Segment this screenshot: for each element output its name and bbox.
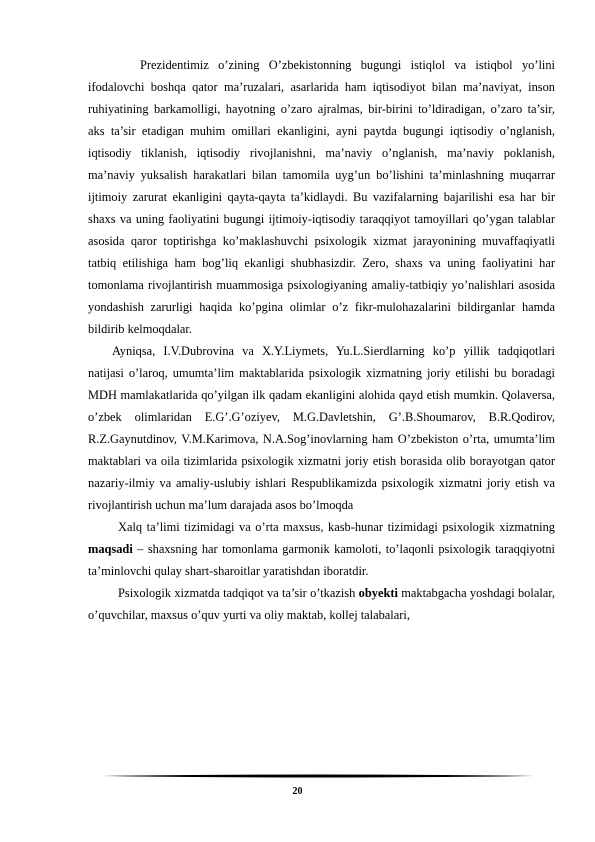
- paragraph-1: Prezidentimiz o’zining O’zbekistonning bugungi istiqlol va istiqbol yo’lini ifodalovchi boshqa qator ma’ruzalari, asarlarida ham iqtisodiyot bilan ma’naviyat, inson ruhiyatining barkamolligi, hayotning o’zaro ajralmas, bir-birini to’ldiradigan, o’zaro ta’sir, aks ta’sir etadigan muhim omillari ekanligini, ayni paytda bugungi iqtisodiy o’nglanish, iqtisodiy tiklanish, iqtisodiy rivojlanishni, ma’naviy o’nglanish, ma’naviy poklanish, ma’naviy yuksalish harakatlari bilan tamomila uyg’un bo’lishini ta’minlashning muqarrar ijtimoiy zarurat ekanligini qayta-qayta ta’kidlaydi. Bu vazifalarning bajarilishi esa har bir shaxs va uning faoliyatini bugungi ijtimoiy-iqtisodiy taraqqiyot tamoyillari qo’ygan talablar asosida qaror toptirishga ko’maklashuvchi psixologik xizmat jarayonining muvaffaqiyatli tatbiq etilishiga ham bog’liq ekanligi shubhasizdir. Zero, shaxs va uning faoliyatini har tomonlama rivojlantirish muammosiga psixologiyaning amaliy-tatbiqiy yo’nalishlari asosida yondashish zarurligi haqida ko’pgina olimlar o’z fikr-mulohazalarini bildirganlar hamda bildirib kelmoqdalar.: [88, 58, 555, 336]
- paragraph-4-bold-term: obyekti: [358, 586, 398, 600]
- body-text: [88, 54, 555, 626]
- paragraph-3-start: Xalq ta’limi tizimidagi va o’rta maxsus, kasb-hunar tizimidagi psixologik xizmatning: [118, 520, 555, 534]
- page-number: 20: [292, 786, 303, 797]
- paragraph-3-bold-term: maqsadi: [88, 542, 133, 556]
- paragraph-4-end: maktabgacha yoshdagi bolalar, o’quvchilar, maxsus o’quv yurti va oliy maktab, kollej talabalari,: [88, 586, 555, 622]
- paragraph-3-end: – shaxsning har tomonlama garmonik kamoloti, to’laqonli psixologik taraqqiyotni ta’minlovchi qulay shart-sharoitlar yaratishdan iboratdir.: [88, 542, 555, 578]
- paragraph-4: [88, 582, 555, 626]
- paragraph-2: Ayniqsa, I.V.Dubrovina va X.Y.Liymets, Yu.L.Sierdlarning ko’p yillik tadqiqotlari natijasi o’laroq, umumta’lim maktablarida psixologik xizmatning joriy etilishi bu boradagi MDH mamlakatlarida qo’yilgan ilk qadam ekanligini alohida qayd etish mumkin. Qolaversa, o’zbek olimlaridan E.G’.G’oziyev, M.G.Davletshin, G’.B.Shoumarov, B.R.Qodirov, R.Z.Gaynutdinov, V.M.Karimova, N.A.Sog’inovlarning ham O’zbekiston o’rta, umumta’lim maktablari va oila tizimlarida psixologik xizmatni joriy etish borasida olib borayotgan qator nazariy-ilmiy va amaliy-uslubiy ishlari Respublikamizda psixologik xizmatni joriy etish va rivojlantirish uchun ma’lum darajada asos bo’lmoqda: [88, 344, 555, 512]
- paragraph-3: [88, 516, 555, 582]
- paragraph-4-start: Psixologik xizmatda tadqiqot va ta’sir o’tkazish: [118, 586, 359, 600]
- footer-rule: [102, 773, 534, 779]
